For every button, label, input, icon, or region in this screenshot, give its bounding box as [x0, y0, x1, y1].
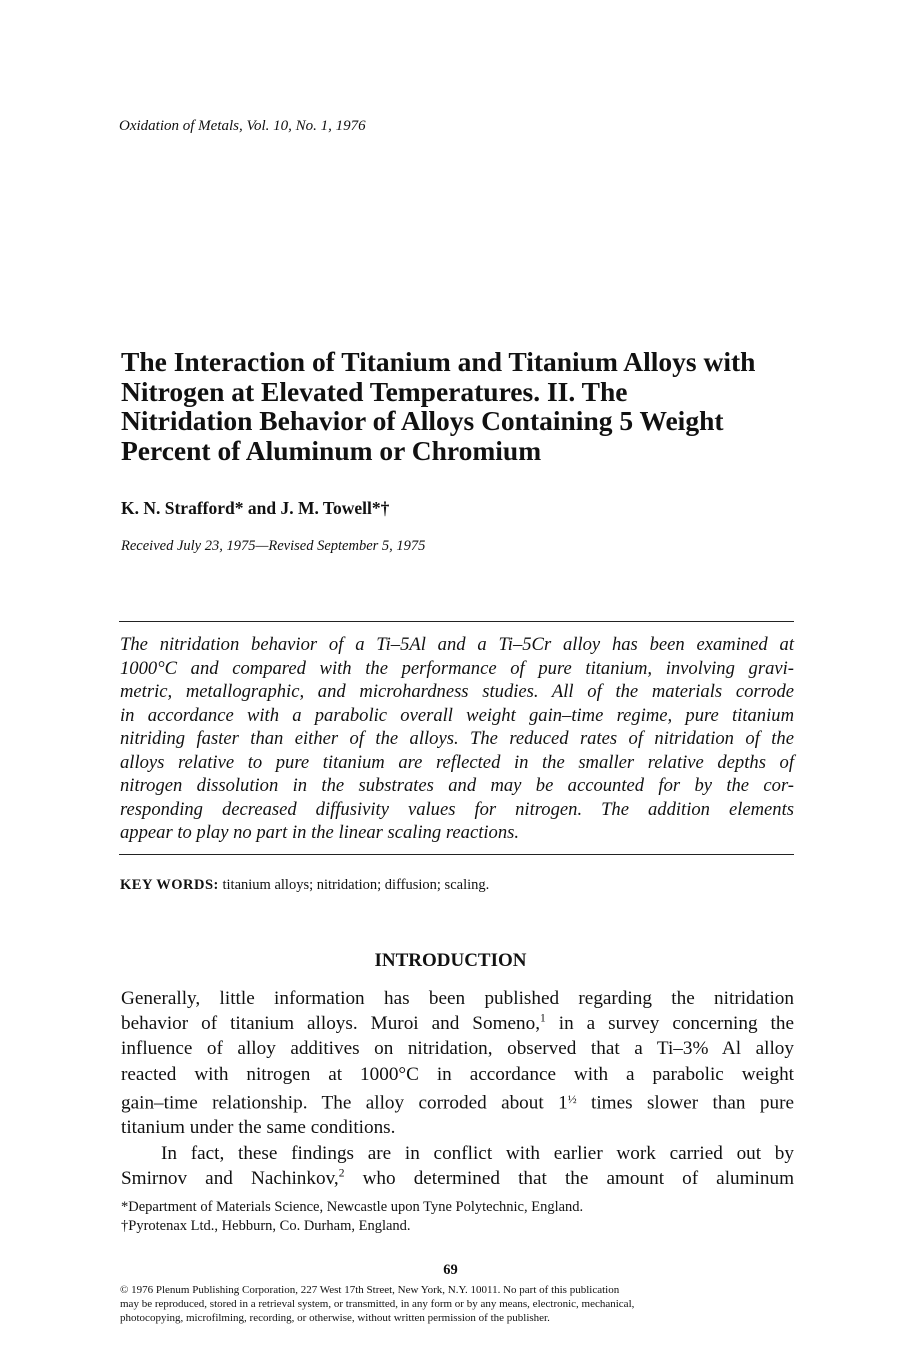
text-run: gain–time relationship. The alloy corroded about 1: [121, 1092, 568, 1114]
text-run: behavior of titanium alloys. Muroi and Someno,: [121, 1013, 540, 1035]
copyright-notice: [120, 1283, 795, 1325]
body-line: influence of alloy additives on nitridation, observed that a Ti–3% Al alloy: [121, 1038, 794, 1060]
footnote-affiliation-1: *Department of Materials Science, Newcastle upon Tyne Polytechnic, England.: [121, 1199, 584, 1215]
keywords-text: titanium alloys; nitridation; diffusion; scaling.: [218, 877, 490, 893]
abstract-line: The nitridation behavior of a Ti–5Al and a Ti–5Cr alloy has been examined at: [120, 634, 794, 655]
abstract: [120, 633, 794, 845]
text-run: Smirnov and Nachinkov,: [121, 1167, 339, 1189]
body-line: [121, 1087, 794, 1116]
reference-1: 1: [540, 1012, 546, 1025]
body-line: [121, 1166, 794, 1191]
copyright-line: photocopying, microfilming, recording, or otherwise, without written permission of the publisher.: [120, 1312, 550, 1324]
text-run: in a survey concerning the: [545, 1013, 794, 1035]
abstract-top-rule: [119, 621, 794, 622]
body-line: In fact, these findings are in conflict with earlier work carried out by: [161, 1142, 794, 1164]
body-line: [121, 1011, 794, 1036]
received-dates: Received July 23, 1975—Revised September 5, 1975: [121, 538, 426, 554]
title-line: The Interaction of Titanium and Titanium Alloys with: [121, 346, 756, 377]
abstract-line: in accordance with a parabolic overall weight gain–time regime, pure titanium: [120, 704, 794, 726]
body-text: [121, 986, 794, 1191]
abstract-line: appear to play no part in the linear scaling reactions.: [120, 822, 520, 843]
body-line: titanium under the same conditions.: [121, 1117, 396, 1139]
section-heading-introduction: INTRODUCTION: [374, 950, 527, 971]
reference-2: 2: [338, 1167, 345, 1180]
page-number: 69: [443, 1262, 458, 1278]
copyright-line: © 1976 Plenum Publishing Corporation, 227 West 17th Street, New York, N.Y. 10011. No part of this publication: [120, 1284, 620, 1296]
fraction-half: ½: [567, 1091, 577, 1106]
abstract-line: 1000°C and compared with the performance of pure titanium, involving gravi-: [120, 657, 794, 679]
title-line: Percent of Aluminum or Chromium: [121, 434, 542, 466]
abstract-line: responding decreased diffusivity values for nitrogen. The addition elements: [120, 798, 794, 820]
abstract-bottom-rule: [119, 854, 794, 855]
abstract-line: nitrogen dissolution in the substrates and may be accounted for by the cor-: [120, 775, 794, 796]
footnote-affiliation-2: †Pyrotenax Ltd., Hebburn, Co. Durham, England.: [121, 1218, 411, 1234]
keywords: [120, 877, 489, 894]
title-line: Nitrogen at Elevated Temperatures. II. The: [121, 375, 628, 407]
body-line: Generally, little information has been published regarding the nitridation: [121, 988, 794, 1009]
text-run: who determined that the amount of aluminum: [344, 1167, 794, 1189]
text-run: times slower than pure: [576, 1092, 794, 1114]
article-title: [121, 347, 801, 465]
journal-citation: Oxidation of Metals, Vol. 10, No. 1, 1976: [119, 118, 366, 134]
title-line: Nitridation Behavior of Alloys Containing 5 Weight: [121, 405, 724, 436]
body-line: reacted with nitrogen at 1000°C in accordance with a parabolic weight: [121, 1063, 794, 1085]
abstract-line: metric, metallographic, and microhardness studies. All of the materials corrode: [120, 681, 794, 702]
copyright-line: may be reproduced, stored in a retrieval system, or transmitted, in any form or by any means, electronic, mechanical,: [120, 1298, 635, 1310]
abstract-line: nitriding faster than either of the alloys. The reduced rates of nitridation of the: [120, 728, 794, 749]
authors: K. N. Strafford* and J. M. Towell*†: [121, 498, 390, 518]
abstract-line: alloys relative to pure titanium are reflected in the smaller relative depths of: [120, 751, 794, 773]
keywords-label: KEY WORDS:: [120, 877, 219, 893]
